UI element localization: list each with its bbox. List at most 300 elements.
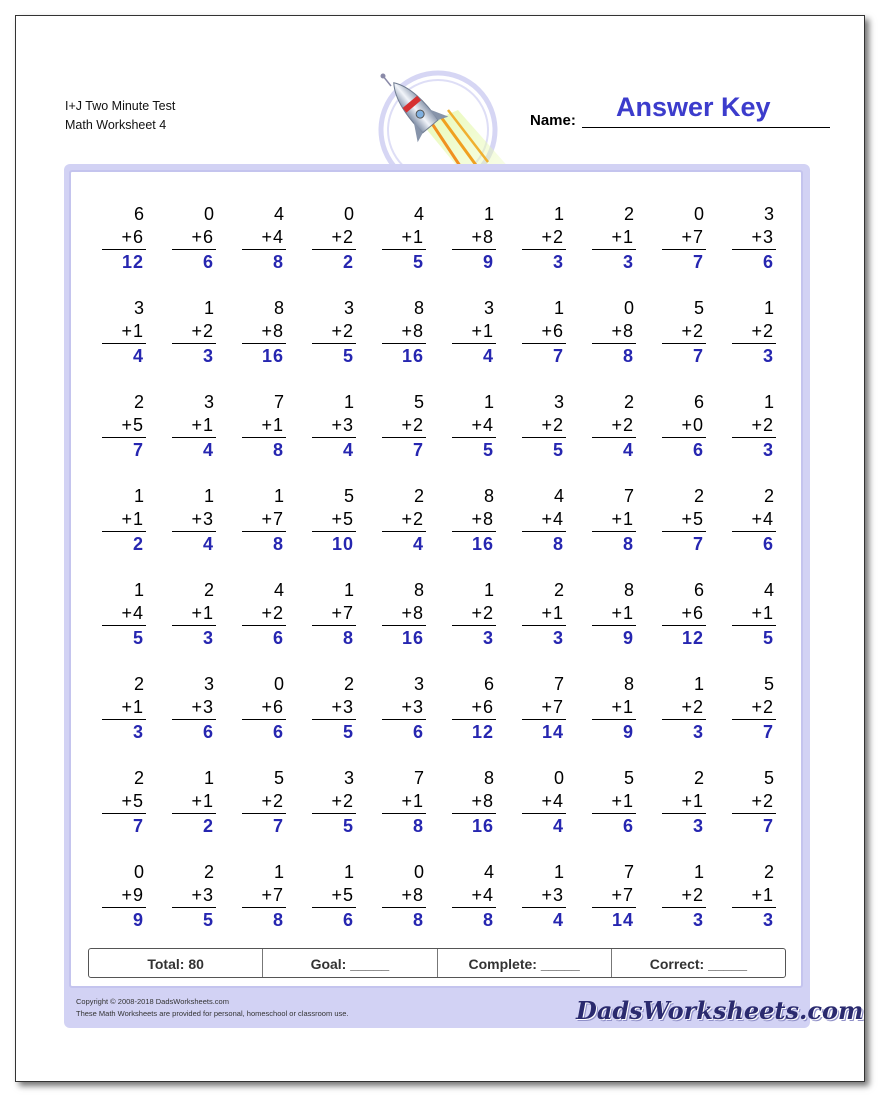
addition-problem xyxy=(172,579,216,650)
addition-problem xyxy=(382,485,426,556)
addition-problem xyxy=(732,391,776,462)
addition-problem xyxy=(732,297,776,368)
problem-bottom-addend: +1 xyxy=(172,414,216,438)
problem-top-number: 0 xyxy=(623,298,634,318)
addition-problem xyxy=(382,203,426,274)
problem-top-number: 1 xyxy=(273,862,284,882)
addition-problem xyxy=(732,485,776,556)
problem-top-number: 1 xyxy=(763,392,774,412)
problem-top-number: 8 xyxy=(413,580,424,600)
addition-problem xyxy=(522,485,566,556)
addition-problem xyxy=(172,673,216,744)
problem-bottom-addend: +2 xyxy=(522,226,566,250)
problem-answer: 16 xyxy=(401,628,424,648)
problem-top-number: 2 xyxy=(413,486,424,506)
problem-bottom-addend: +1 xyxy=(522,602,566,626)
name-label: Name: xyxy=(530,112,576,129)
problem-top-number: 1 xyxy=(343,862,354,882)
problem-top-number: 1 xyxy=(343,392,354,412)
problem-top-number: 1 xyxy=(483,580,494,600)
problem-bottom-addend: +5 xyxy=(662,508,706,532)
addition-problem xyxy=(452,391,496,462)
addition-problem xyxy=(102,579,146,650)
problem-bottom-addend: +3 xyxy=(172,696,216,720)
addition-problem xyxy=(732,579,776,650)
problem-answer: 8 xyxy=(272,910,284,930)
problem-bottom-addend: +2 xyxy=(732,696,776,720)
addition-problem xyxy=(592,485,636,556)
problem-bottom-addend: +4 xyxy=(452,414,496,438)
footer-text xyxy=(76,996,349,1020)
problem-answer: 6 xyxy=(412,722,424,742)
problem-bottom-addend: +2 xyxy=(592,414,636,438)
problem-answer: 4 xyxy=(552,816,564,836)
problem-top-number: 3 xyxy=(133,298,144,318)
problem-answer: 8 xyxy=(482,910,494,930)
problem-top-number: 7 xyxy=(623,486,634,506)
problem-bottom-addend: +1 xyxy=(732,884,776,908)
problem-answer: 5 xyxy=(552,440,564,460)
problem-top-number: 0 xyxy=(343,204,354,224)
problem-top-number: 8 xyxy=(623,580,634,600)
addition-problem xyxy=(312,767,356,838)
problem-top-number: 0 xyxy=(273,674,284,694)
addition-problem xyxy=(382,579,426,650)
score-correct: Correct: _____ xyxy=(649,956,748,972)
addition-problem xyxy=(102,485,146,556)
problem-answer: 8 xyxy=(342,628,354,648)
problem-bottom-addend: +6 xyxy=(662,602,706,626)
problem-top-number: 2 xyxy=(693,486,704,506)
problem-top-number: 2 xyxy=(133,392,144,412)
problem-answer: 2 xyxy=(132,534,144,554)
addition-problem xyxy=(172,203,216,274)
problem-answer: 3 xyxy=(202,628,214,648)
addition-problem xyxy=(312,297,356,368)
addition-problem xyxy=(662,673,706,744)
usage-notice: These Math Worksheets are provided for personal, homeschool or classroom use. xyxy=(76,1009,349,1018)
problem-answer: 14 xyxy=(611,910,634,930)
problem-top-number: 8 xyxy=(273,298,284,318)
problem-bottom-addend: +4 xyxy=(732,508,776,532)
problem-top-number: 2 xyxy=(203,862,214,882)
problem-bottom-addend: +8 xyxy=(592,320,636,344)
problem-answer: 8 xyxy=(622,346,634,366)
addition-problem xyxy=(172,297,216,368)
problem-bottom-addend: +2 xyxy=(312,320,356,344)
problem-bottom-addend: +7 xyxy=(662,226,706,250)
addition-problem xyxy=(592,767,636,838)
addition-problem xyxy=(592,861,636,932)
addition-problem xyxy=(242,673,286,744)
problem-top-number: 1 xyxy=(483,204,494,224)
addition-problem xyxy=(522,297,566,368)
score-total: Total: 80 xyxy=(89,949,263,977)
problem-top-number: 1 xyxy=(203,486,214,506)
problem-top-number: 2 xyxy=(203,580,214,600)
problem-answer: 10 xyxy=(331,534,354,554)
problem-answer: 3 xyxy=(762,346,774,366)
problem-answer: 3 xyxy=(482,628,494,648)
addition-problem xyxy=(522,861,566,932)
addition-problem xyxy=(102,673,146,744)
addition-problem xyxy=(662,485,706,556)
addition-problem xyxy=(732,861,776,932)
problem-top-number: 2 xyxy=(553,580,564,600)
title-line-1: I+J Two Minute Test xyxy=(65,99,176,113)
problem-top-number: 4 xyxy=(763,580,774,600)
problem-top-number: 4 xyxy=(273,580,284,600)
problem-answer: 5 xyxy=(412,252,424,272)
addition-problem xyxy=(172,485,216,556)
addition-problem xyxy=(382,391,426,462)
addition-problem xyxy=(522,203,566,274)
problem-top-number: 0 xyxy=(553,768,564,788)
problem-bottom-addend: +8 xyxy=(242,320,286,344)
problem-answer: 4 xyxy=(412,534,424,554)
problem-answer: 6 xyxy=(202,722,214,742)
addition-problem xyxy=(102,861,146,932)
problems-panel xyxy=(69,170,803,988)
problem-bottom-addend: +1 xyxy=(172,602,216,626)
problem-answer: 8 xyxy=(552,534,564,554)
addition-problem xyxy=(382,673,426,744)
problem-bottom-addend: +4 xyxy=(522,790,566,814)
problem-top-number: 2 xyxy=(133,768,144,788)
addition-problem xyxy=(452,767,496,838)
problem-answer: 9 xyxy=(482,252,494,272)
problem-bottom-addend: +6 xyxy=(522,320,566,344)
problem-answer: 5 xyxy=(342,346,354,366)
addition-problem xyxy=(242,297,286,368)
problem-top-number: 1 xyxy=(553,298,564,318)
problem-bottom-addend: +7 xyxy=(312,602,356,626)
problem-top-number: 3 xyxy=(483,298,494,318)
problem-answer: 3 xyxy=(762,910,774,930)
problem-top-number: 1 xyxy=(553,204,564,224)
problem-answer: 7 xyxy=(692,346,704,366)
problem-top-number: 3 xyxy=(203,392,214,412)
problem-answer: 4 xyxy=(622,440,634,460)
problem-top-number: 5 xyxy=(343,486,354,506)
problem-top-number: 1 xyxy=(203,298,214,318)
problem-bottom-addend: +2 xyxy=(242,790,286,814)
problem-top-number: 5 xyxy=(623,768,634,788)
problem-answer: 7 xyxy=(552,346,564,366)
problem-bottom-addend: +9 xyxy=(102,884,146,908)
problem-bottom-addend: +2 xyxy=(382,508,426,532)
problem-answer: 16 xyxy=(261,346,284,366)
problem-bottom-addend: +3 xyxy=(312,696,356,720)
problem-top-number: 5 xyxy=(273,768,284,788)
problem-bottom-addend: +6 xyxy=(172,226,216,250)
addition-problem xyxy=(102,203,146,274)
problem-bottom-addend: +3 xyxy=(382,696,426,720)
problem-bottom-addend: +6 xyxy=(452,696,496,720)
addition-problem xyxy=(242,485,286,556)
problem-bottom-addend: +7 xyxy=(592,884,636,908)
addition-problem xyxy=(382,861,426,932)
problem-answer: 8 xyxy=(412,910,424,930)
problem-bottom-addend: +1 xyxy=(172,790,216,814)
problem-answer: 9 xyxy=(132,910,144,930)
brand-logo: DadsWorksheets.com xyxy=(576,996,864,1025)
problem-bottom-addend: +3 xyxy=(312,414,356,438)
addition-problem xyxy=(452,297,496,368)
problem-top-number: 3 xyxy=(343,768,354,788)
addition-problem xyxy=(732,673,776,744)
addition-problem xyxy=(732,767,776,838)
problem-answer: 5 xyxy=(342,722,354,742)
addition-problem xyxy=(732,203,776,274)
addition-problem xyxy=(662,579,706,650)
problem-answer: 5 xyxy=(342,816,354,836)
addition-problem xyxy=(522,579,566,650)
problem-bottom-addend: +4 xyxy=(102,602,146,626)
problem-bottom-addend: +1 xyxy=(382,226,426,250)
name-line xyxy=(582,127,830,128)
problem-top-number: 2 xyxy=(623,204,634,224)
problem-grid xyxy=(71,172,801,986)
problem-answer: 3 xyxy=(762,440,774,460)
problem-bottom-addend: +3 xyxy=(172,508,216,532)
problem-bottom-addend: +1 xyxy=(592,508,636,532)
problem-bottom-addend: +5 xyxy=(102,790,146,814)
problem-top-number: 1 xyxy=(693,862,704,882)
problem-bottom-addend: +2 xyxy=(662,884,706,908)
problem-answer: 7 xyxy=(272,816,284,836)
problem-top-number: 1 xyxy=(133,580,144,600)
problem-top-number: 1 xyxy=(133,486,144,506)
problem-answer: 8 xyxy=(272,534,284,554)
problem-bottom-addend: +3 xyxy=(172,884,216,908)
problem-answer: 4 xyxy=(202,534,214,554)
problem-bottom-addend: +1 xyxy=(382,790,426,814)
addition-problem xyxy=(312,391,356,462)
problem-bottom-addend: +1 xyxy=(102,696,146,720)
problem-bottom-addend: +5 xyxy=(312,884,356,908)
problem-bottom-addend: +2 xyxy=(732,790,776,814)
problem-answer: 6 xyxy=(622,816,634,836)
addition-problem xyxy=(592,203,636,274)
problem-answer: 4 xyxy=(202,440,214,460)
worksheet-frame xyxy=(64,164,864,1028)
problem-answer: 6 xyxy=(342,910,354,930)
problem-bottom-addend: +3 xyxy=(522,884,566,908)
problem-answer: 9 xyxy=(622,722,634,742)
score-complete: Complete: _____ xyxy=(438,949,612,977)
problem-answer: 2 xyxy=(202,816,214,836)
problem-bottom-addend: +3 xyxy=(732,226,776,250)
problem-bottom-addend: +8 xyxy=(382,320,426,344)
addition-problem xyxy=(242,391,286,462)
problem-bottom-addend: +8 xyxy=(452,790,496,814)
problem-top-number: 7 xyxy=(273,392,284,412)
problem-bottom-addend: +2 xyxy=(312,790,356,814)
addition-problem xyxy=(242,579,286,650)
problem-bottom-addend: +1 xyxy=(242,414,286,438)
addition-problem xyxy=(522,391,566,462)
problem-top-number: 5 xyxy=(763,674,774,694)
problem-bottom-addend: +5 xyxy=(312,508,356,532)
problem-bottom-addend: +2 xyxy=(382,414,426,438)
addition-problem xyxy=(522,673,566,744)
problem-bottom-addend: +8 xyxy=(382,602,426,626)
problem-answer: 3 xyxy=(622,252,634,272)
problem-top-number: 2 xyxy=(133,674,144,694)
addition-problem xyxy=(312,579,356,650)
problem-answer: 3 xyxy=(692,910,704,930)
problem-top-number: 3 xyxy=(203,674,214,694)
problem-bottom-addend: +2 xyxy=(662,696,706,720)
problem-top-number: 2 xyxy=(693,768,704,788)
problem-top-number: 1 xyxy=(343,580,354,600)
addition-problem xyxy=(592,391,636,462)
problem-top-number: 1 xyxy=(203,768,214,788)
addition-problem xyxy=(102,767,146,838)
problem-top-number: 0 xyxy=(203,204,214,224)
problem-top-number: 7 xyxy=(623,862,634,882)
problem-top-number: 5 xyxy=(413,392,424,412)
problem-top-number: 2 xyxy=(343,674,354,694)
addition-problem xyxy=(592,297,636,368)
problem-bottom-addend: +7 xyxy=(242,508,286,532)
addition-problem xyxy=(172,861,216,932)
addition-problem xyxy=(662,297,706,368)
problem-answer: 16 xyxy=(401,346,424,366)
problem-bottom-addend: +1 xyxy=(452,320,496,344)
problem-bottom-addend: +4 xyxy=(242,226,286,250)
addition-problem xyxy=(452,485,496,556)
problem-bottom-addend: +4 xyxy=(522,508,566,532)
problem-top-number: 4 xyxy=(483,862,494,882)
problem-top-number: 3 xyxy=(343,298,354,318)
problem-bottom-addend: +2 xyxy=(732,320,776,344)
problem-answer: 12 xyxy=(121,252,144,272)
problem-top-number: 6 xyxy=(133,204,144,224)
problem-answer: 6 xyxy=(272,628,284,648)
addition-problem xyxy=(592,673,636,744)
problem-bottom-addend: +4 xyxy=(452,884,496,908)
problem-top-number: 8 xyxy=(483,768,494,788)
problem-top-number: 6 xyxy=(693,580,704,600)
addition-problem xyxy=(662,391,706,462)
problem-top-number: 7 xyxy=(413,768,424,788)
answer-key-text: Answer Key xyxy=(616,92,771,122)
problem-answer: 16 xyxy=(471,534,494,554)
worksheet-title xyxy=(65,97,175,135)
problem-bottom-addend: +2 xyxy=(312,226,356,250)
addition-problem xyxy=(242,203,286,274)
copyright-text: Copyright © 2008-2018 DadsWorksheets.com xyxy=(76,997,229,1006)
problem-answer: 8 xyxy=(622,534,634,554)
problem-answer: 6 xyxy=(692,440,704,460)
problem-top-number: 2 xyxy=(763,486,774,506)
problem-top-number: 1 xyxy=(273,486,284,506)
problem-answer: 9 xyxy=(622,628,634,648)
addition-problem xyxy=(102,297,146,368)
problem-answer: 12 xyxy=(471,722,494,742)
problem-answer: 14 xyxy=(541,722,564,742)
problem-bottom-addend: +1 xyxy=(102,508,146,532)
problem-bottom-addend: +6 xyxy=(102,226,146,250)
addition-problem xyxy=(382,297,426,368)
problem-top-number: 1 xyxy=(483,392,494,412)
problem-top-number: 7 xyxy=(553,674,564,694)
addition-problem xyxy=(592,579,636,650)
problem-bottom-addend: +8 xyxy=(382,884,426,908)
problem-bottom-addend: +1 xyxy=(592,696,636,720)
addition-problem xyxy=(172,767,216,838)
problem-bottom-addend: +8 xyxy=(452,508,496,532)
problem-bottom-addend: +1 xyxy=(592,790,636,814)
problem-top-number: 1 xyxy=(553,862,564,882)
problem-answer: 4 xyxy=(342,440,354,460)
problem-answer: 7 xyxy=(692,534,704,554)
problem-answer: 4 xyxy=(132,346,144,366)
addition-problem xyxy=(312,861,356,932)
addition-problem xyxy=(312,203,356,274)
problem-answer: 5 xyxy=(132,628,144,648)
problem-top-number: 4 xyxy=(273,204,284,224)
addition-problem xyxy=(452,861,496,932)
problem-bottom-addend: +2 xyxy=(242,602,286,626)
problem-top-number: 4 xyxy=(553,486,564,506)
problem-top-number: 2 xyxy=(763,862,774,882)
addition-problem xyxy=(452,203,496,274)
problem-top-number: 3 xyxy=(763,204,774,224)
problem-answer: 2 xyxy=(342,252,354,272)
problem-answer: 8 xyxy=(272,252,284,272)
problem-bottom-addend: +2 xyxy=(662,320,706,344)
problem-answer: 5 xyxy=(482,440,494,460)
problem-bottom-addend: +7 xyxy=(522,696,566,720)
problem-answer: 6 xyxy=(762,534,774,554)
problem-bottom-addend: +2 xyxy=(452,602,496,626)
score-goal: Goal: _____ xyxy=(263,949,437,977)
problem-answer: 4 xyxy=(482,346,494,366)
problem-top-number: 2 xyxy=(623,392,634,412)
problem-answer: 5 xyxy=(202,910,214,930)
problem-answer: 12 xyxy=(681,628,704,648)
addition-problem xyxy=(662,767,706,838)
addition-problem xyxy=(312,485,356,556)
problem-top-number: 6 xyxy=(483,674,494,694)
problem-answer: 6 xyxy=(202,252,214,272)
problem-answer: 3 xyxy=(552,628,564,648)
problem-answer: 7 xyxy=(412,440,424,460)
problem-answer: 7 xyxy=(762,816,774,836)
problem-top-number: 0 xyxy=(133,862,144,882)
problem-bottom-addend: +5 xyxy=(102,414,146,438)
problem-bottom-addend: +2 xyxy=(732,414,776,438)
problem-bottom-addend: +7 xyxy=(242,884,286,908)
problem-top-number: 6 xyxy=(693,392,704,412)
problem-top-number: 5 xyxy=(693,298,704,318)
addition-problem xyxy=(172,391,216,462)
problem-top-number: 3 xyxy=(553,392,564,412)
problem-answer: 7 xyxy=(762,722,774,742)
name-field xyxy=(530,92,830,128)
problem-answer: 4 xyxy=(552,910,564,930)
problem-answer: 3 xyxy=(692,816,704,836)
problem-top-number: 8 xyxy=(413,298,424,318)
addition-problem xyxy=(102,391,146,462)
title-line-2: Math Worksheet 4 xyxy=(65,118,167,132)
problem-bottom-addend: +1 xyxy=(592,602,636,626)
problem-top-number: 4 xyxy=(413,204,424,224)
addition-problem xyxy=(312,673,356,744)
